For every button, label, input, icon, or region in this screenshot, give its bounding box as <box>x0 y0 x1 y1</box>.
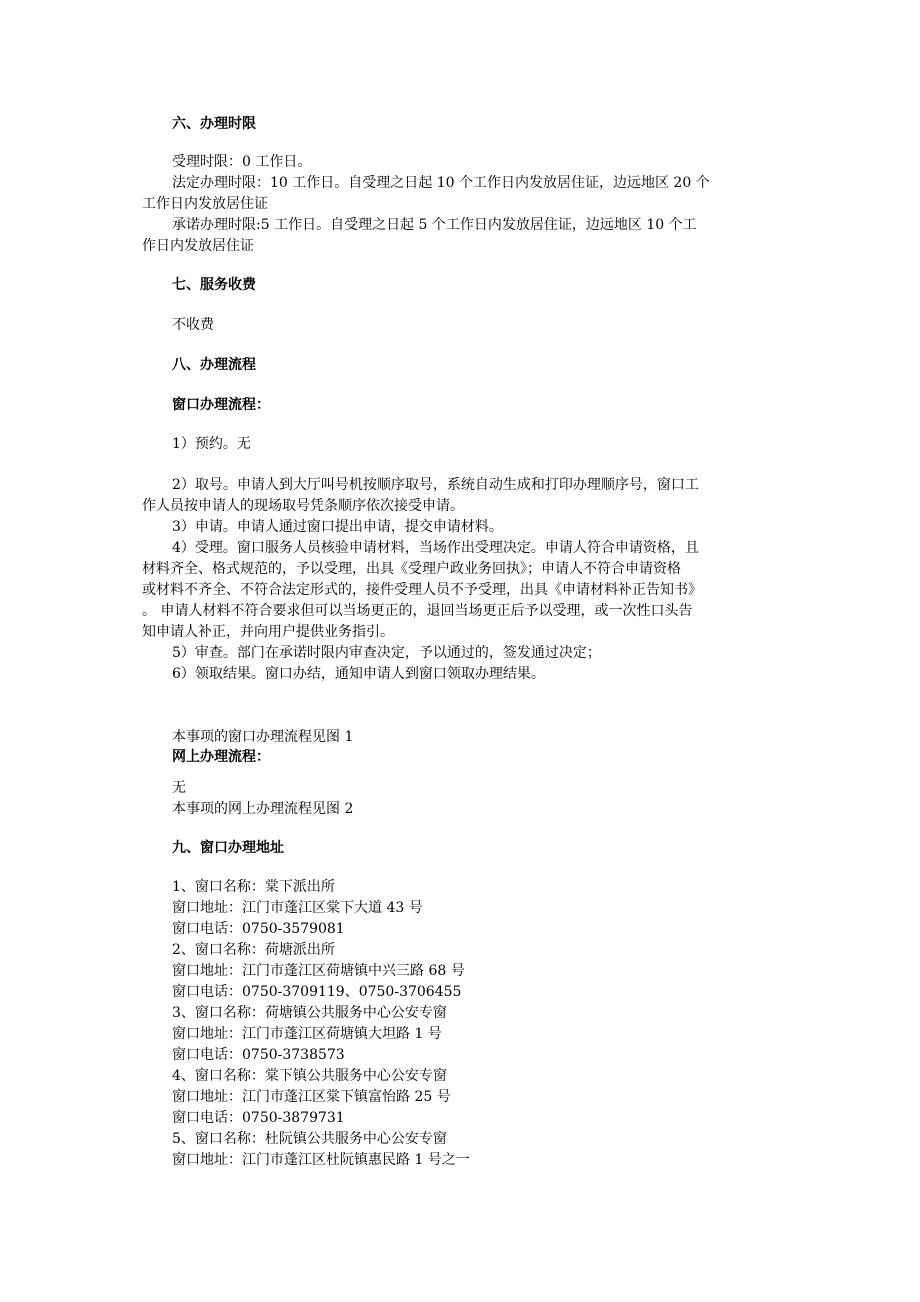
accept-time-limit: 受理时限：0 工作日。 <box>172 154 312 170</box>
address-line: 4、窗口名称：棠下镇公共服务中心公安专窗 <box>172 1068 447 1084</box>
step-4-line5: 知申请人补正，并向用户提供业务指引。 <box>142 624 394 640</box>
step-1: 1）预约。无 <box>172 436 251 452</box>
section-7-heading: 七、服务收费 <box>172 277 256 293</box>
online-process-none: 无 <box>172 780 186 796</box>
address-line: 2、窗口名称：荷塘派出所 <box>172 942 335 958</box>
step-3: 3）申请。申请人通过窗口提出申请，提交申请材料。 <box>172 519 503 535</box>
fee-text: 不收费 <box>172 317 214 333</box>
address-line: 窗口地址：江门市蓬江区棠下镇富怡路 25 号 <box>172 1089 451 1105</box>
promised-time-limit-line1: 承诺办理时限:5 工作日。自受理之日起 5 个工作日内发放居住证，边远地区 10 个工 <box>172 217 697 233</box>
address-line: 窗口电话：0750-3709119、0750-3706455 <box>172 984 462 1000</box>
step-2-line1: 2）取号。申请人到大厅叫号机按顺序取号，系统自动生成和打印办理顺序号，窗口工 <box>172 477 699 493</box>
section-8-heading: 八、办理流程 <box>172 357 256 373</box>
address-line: 窗口地址：江门市蓬江区荷塘镇中兴三路 68 号 <box>172 963 465 979</box>
address-line: 窗口地址：江门市蓬江区杜阮镇惠民路 1 号之一 <box>172 1152 470 1168</box>
section-9-heading: 九、窗口办理地址 <box>172 840 284 856</box>
address-line: 窗口电话：0750-3738573 <box>172 1047 345 1063</box>
address-line: 窗口地址：江门市蓬江区荷塘镇大坦路 1 号 <box>172 1026 442 1042</box>
legal-time-limit-line1: 法定办理时限：10 工作日。自受理之日起 10 个工作日内发放居住证，边远地区 20 个 <box>172 175 710 191</box>
address-line: 窗口地址：江门市蓬江区棠下大道 43 号 <box>172 900 423 916</box>
online-process-title: 网上办理流程： <box>172 749 270 765</box>
step-6: 6）领取结果。窗口办结，通知申请人到窗口领取办理结果。 <box>172 666 545 682</box>
step-4-line3: 或材料不齐全、不符合法定形式的，接件受理人员不予受理，出具《申请材料补正告知书》 <box>142 582 702 598</box>
online-process-figure-ref: 本事项的网上办理流程见图 2 <box>172 801 354 817</box>
window-process-figure-ref: 本事项的窗口办理流程见图 1 <box>172 729 354 745</box>
step-4-line2: 材料齐全、格式规范的，予以受理，出具《受理户政业务回执》；申请人不符合申请资格 <box>142 561 681 577</box>
address-line: 窗口电话：0750-3579081 <box>172 921 345 937</box>
window-process-title: 窗口办理流程： <box>172 397 270 413</box>
section-6-heading: 六、办理时限 <box>172 116 256 132</box>
promised-time-limit-line2: 作日内发放居住证 <box>142 238 254 254</box>
legal-time-limit-line2: 工作日内发放居住证 <box>142 196 268 212</box>
address-line: 5、窗口名称：杜阮镇公共服务中心公安专窗 <box>172 1131 447 1147</box>
address-line: 3、窗口名称：荷塘镇公共服务中心公安专窗 <box>172 1005 447 1021</box>
address-line: 1、窗口名称：棠下派出所 <box>172 879 335 895</box>
address-line: 窗口电话：0750-3879731 <box>172 1110 345 1126</box>
step-4-line4: 。 申请人材料不符合要求但可以当场更正的，退回当场更正后予以受理，或一次性口头告 <box>142 603 693 619</box>
step-2-line2: 作人员按申请人的现场取号凭条顺序依次接受申请。 <box>142 498 464 514</box>
step-4-line1: 4）受理。窗口服务人员核验申请材料，当场作出受理决定。申请人符合申请资格，且 <box>172 540 699 556</box>
step-5: 5）审查。部门在承诺时限内审查决定，予以通过的，签发通过决定； <box>172 645 601 661</box>
